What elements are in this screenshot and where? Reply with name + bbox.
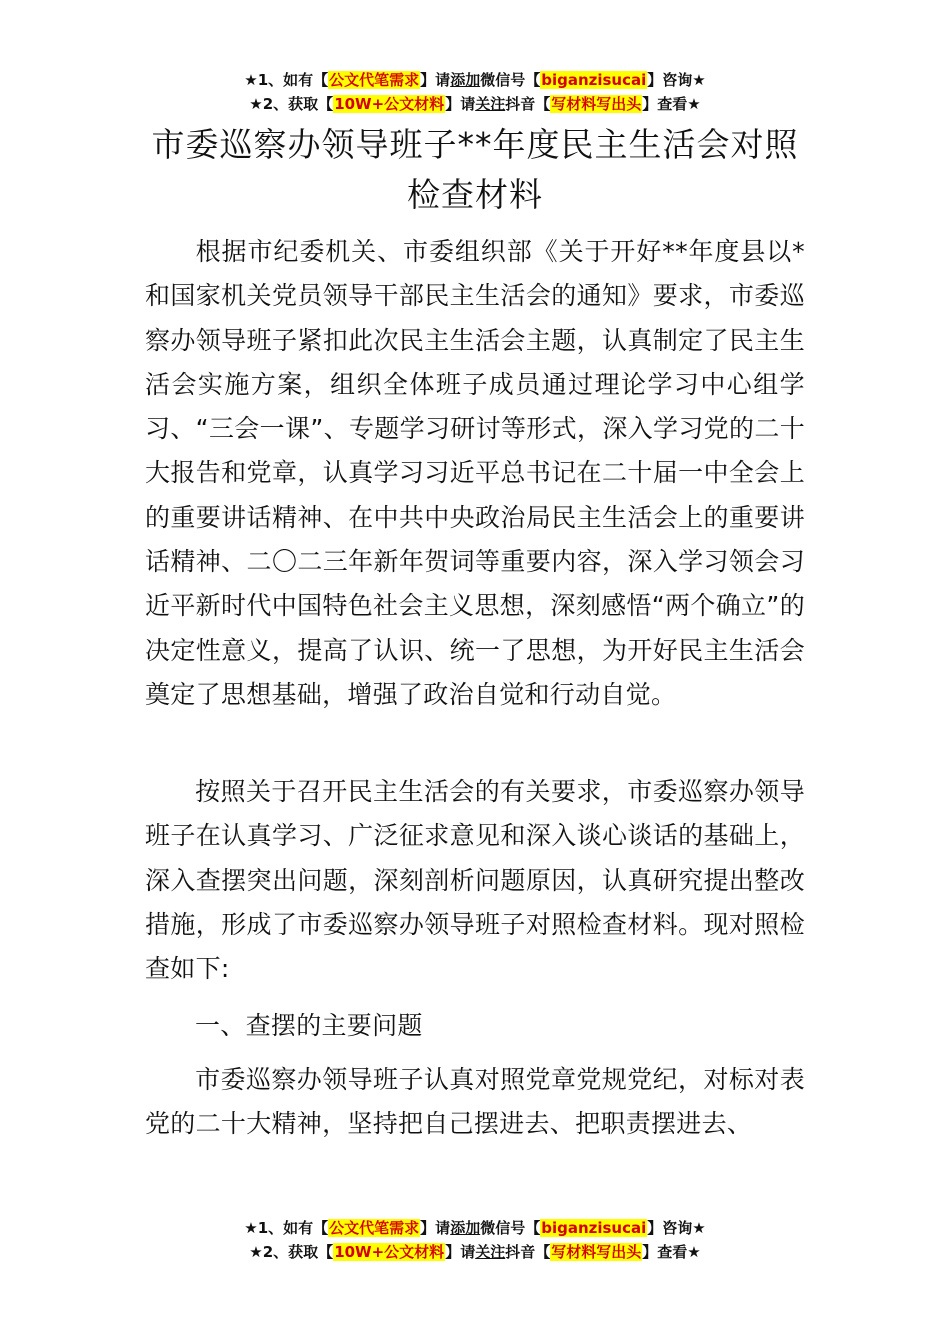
banner-text: 】请 [445, 95, 476, 113]
banner-text: 微信号【 [480, 71, 541, 89]
banner-text: 微信号【 [480, 1219, 541, 1237]
paragraph-text: 按照关于召开民主生活会的有关要求，市委巡察办领导班子在认真学习、广泛征求意见和深入谈心谈话的基础上，深入查摆突出问题，深刻剖析问题原因，认真研究提出整改措施，形成了市委巡察办领导班子对照检查材料。现对照检查如下: [145, 777, 805, 984]
banner-text: 】查看★ [642, 1243, 701, 1261]
document-title: 市委巡察办领导班子**年度民主生活会对照检查材料 [151, 125, 799, 214]
banner-text: 抖音【 [505, 1243, 551, 1261]
banner-text: 】请 [445, 1243, 476, 1261]
banner-emphasis: 添加 [450, 1219, 481, 1237]
banner-text: 】查看★ [642, 95, 701, 113]
banner-text: ★2、获取【 [249, 95, 334, 113]
banner-emphasis: 关注 [475, 1243, 506, 1261]
paragraph [145, 230, 805, 717]
banner-highlight: 10W+公文材料 [334, 1243, 445, 1261]
banner-highlight: 公文代笔需求 [329, 1219, 420, 1237]
paragraph [145, 1058, 805, 1147]
section-heading [145, 1004, 805, 1048]
section-heading-text: 一、查摆的主要问题 [195, 1011, 423, 1040]
banner-text: 】咨询★ [647, 1219, 706, 1237]
paragraph [145, 770, 805, 991]
banner-line-1 [0, 1216, 950, 1240]
bottom-banner [0, 1216, 950, 1264]
banner-line-2 [0, 1240, 950, 1264]
banner-line-1 [0, 68, 950, 92]
banner-text: 】请 [420, 71, 451, 89]
banner-text: ★2、获取【 [249, 1243, 334, 1261]
banner-highlight: 10W+公文材料 [334, 95, 445, 113]
banner-emphasis: 关注 [475, 95, 506, 113]
banner-line-2 [0, 92, 950, 116]
banner-highlight: 公文代笔需求 [329, 71, 420, 89]
paragraph-text: 根据市纪委机关、市委组织部《关于开好**年度县以*和国家机关党员领导干部民主生活会的通知》要求，市委巡察办领导班子紧扣此次民主生活会主题，认真制定了民主生活会实施方案，组织全体班子成员通过理论学习中心组学习、“三会一课”、专题学习研讨等形式，深入学习党的二十大报告和党章，认真学习习近平总书记在二十届一中全会上的重要讲话精神、在中共中央政治局民主生活会上的重要讲话精神、二〇二三年新年贺词等重要内容，深入学习领会习近平新时代中国特色社会主义思想，深刻感悟“两个确立”的决定性意义，提高了认识、统一了思想，为开好民主生活会奠定了思想基础，增强了政治自觉和行动自觉。 [145, 237, 805, 709]
banner-text: ★1、如有【 [244, 1219, 329, 1237]
banner-highlight: biganzisucai [541, 1219, 647, 1237]
banner-highlight: 写材料写出头 [551, 95, 642, 113]
banner-highlight: biganzisucai [541, 71, 647, 89]
banner-text: 】请 [420, 1219, 451, 1237]
banner-highlight: 写材料写出头 [551, 1243, 642, 1261]
top-banner [0, 68, 950, 116]
banner-text: 抖音【 [505, 95, 551, 113]
banner-text: 】咨询★ [647, 71, 706, 89]
paragraph-text: 市委巡察办领导班子认真对照党章党规党纪，对标对表党的二十大精神，坚持把自己摆进去、把职责摆进去、 [145, 1065, 805, 1139]
banner-text: ★1、如有【 [244, 71, 329, 89]
banner-emphasis: 添加 [450, 71, 481, 89]
